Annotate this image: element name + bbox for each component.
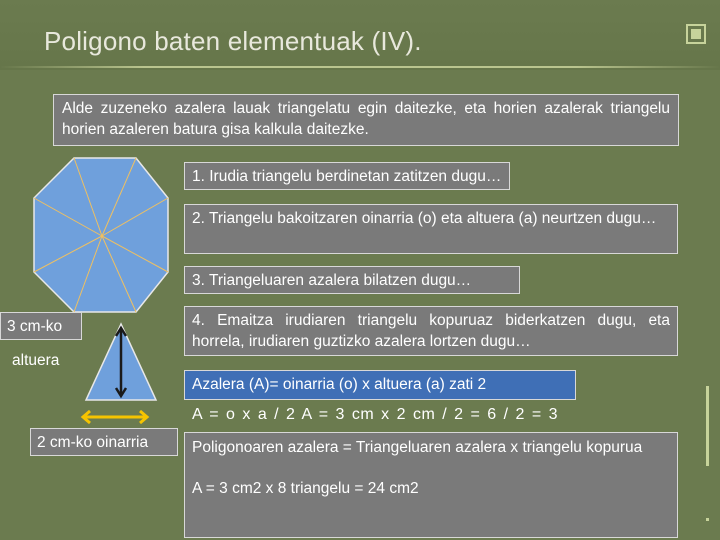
area-definition: Azalera (A)= oinarria (o) x altuera (a) zati 2 — [184, 370, 576, 400]
side-decoration-dot — [706, 518, 709, 521]
step-3: 3. Triangeluaren azalera bilatzen dugu… — [184, 266, 520, 294]
height-label-line-2: altuera — [12, 352, 60, 369]
square-icon — [686, 24, 706, 44]
polygon-area-text: Poligonoaren azalera = Triangeluaren azalera x triangelu kopurua — [192, 439, 643, 456]
base-arrow — [80, 410, 150, 424]
side-decoration-bar — [706, 386, 709, 466]
step-2: 2. Triangelu bakoitzaren oinarria (o) eta altuera (a) neurtzen dugu… — [184, 204, 678, 254]
intro-text: Alde zuzeneko azalera lauak triangelatu egin daitezke, eta horien azalerak triangelu horien azaleren batura gisa kalkula daitezke. — [53, 94, 679, 146]
title-underline — [0, 66, 720, 68]
height-label: 3 cm-ko — [0, 312, 82, 340]
triangle-figure — [84, 322, 158, 402]
step-1: 1. Irudia triangelu berdinetan zatitzen dugu… — [184, 162, 510, 190]
octagon-figure — [30, 156, 172, 314]
polygon-area-box — [184, 432, 678, 538]
base-label: 2 cm-ko oinarria — [30, 428, 178, 456]
slide-title: Poligono baten elementuak (IV). — [44, 26, 422, 56]
polygon-area-result: A = 3 cm2 x 8 triangelu = 24 cm2 — [192, 480, 419, 497]
square-icon-inner — [691, 29, 701, 39]
area-formula: A = o x a / 2 A = 3 cm x 2 cm / 2 = 6 / 2 = 3 — [192, 406, 558, 423]
step-4: 4. Emaitza irudiaren triangelu kopuruaz biderkatzen dugu, eta horrela, irudiaren guztizko azalera lortzen dugu… — [184, 306, 678, 356]
